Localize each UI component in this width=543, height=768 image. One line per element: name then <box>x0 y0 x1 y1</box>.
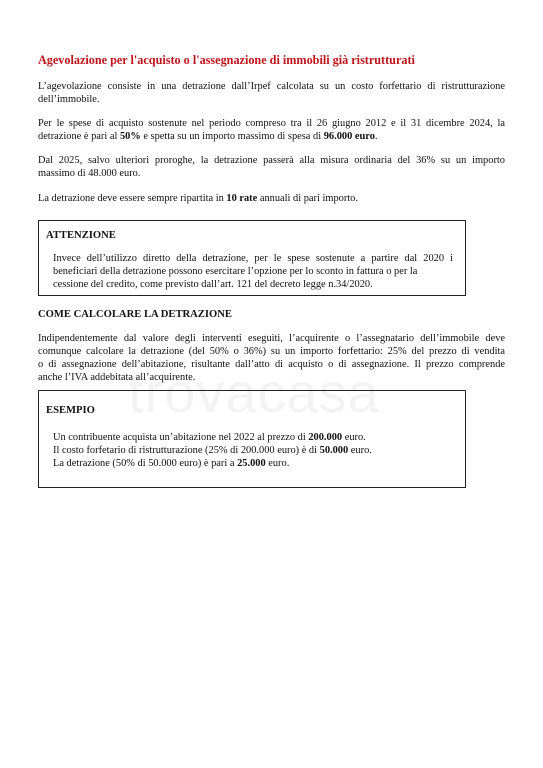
future-line-1: Dal 2025, salvo ulteriori proroghe, la detrazione passerà alla misura ordinaria del 36% su un importo <box>38 155 505 166</box>
esempio-line-2-text: Il costo forfetario di ristrutturazione (25% di 200.000 euro) è di <box>53 445 320 456</box>
attenzione-title: ATTENZIONE <box>46 230 116 241</box>
esempio-line-1-unit: euro. <box>342 432 366 443</box>
calcolo-line-1: Indipendentemente dal valore degli interventi eseguiti, l’acquirente o l’assegnatario dell’immobile deve <box>38 333 505 344</box>
attenzione-box <box>38 220 466 296</box>
calcolo-line-4: anche l’IVA addebitata all’acquirente. <box>38 372 196 383</box>
esempio-line-2-unit: euro. <box>348 445 372 456</box>
intro-paragraph <box>38 80 505 106</box>
page-title: Agevolazione per l'acquisto o l'assegnazione di immobili già ristrutturati <box>38 53 415 67</box>
esempio-line-2 <box>53 444 453 457</box>
esempio-title: ESEMPIO <box>46 405 95 416</box>
rate-line <box>38 192 505 205</box>
calcolo-paragraph <box>38 332 505 384</box>
period-text-c: e spetta su un importo massimo di spesa di <box>140 131 324 142</box>
future-line-2: massimo di 48.000 euro. <box>38 168 141 179</box>
calcolo-line-3: o di assegnazione dell’abitazione, risultante dall’atto di acquisto o di assegnazione. Il prezzo comprende <box>38 359 505 370</box>
period-percent: 50% <box>119 131 141 142</box>
period-max-amount: 96.000 euro <box>323 131 375 142</box>
rate-text-c: annuali di pari importo. <box>257 193 358 204</box>
esempio-text <box>53 431 453 470</box>
intro-line-2: dell’immobile. <box>38 94 100 105</box>
attenzione-line-1: Invece dell’utilizzo diretto della detrazione, per le spese sostenute a partire dal 2020 i <box>53 253 453 264</box>
esempio-price: 200.000 <box>308 432 343 443</box>
esempio-box <box>38 390 466 488</box>
rate-paragraph <box>38 192 505 205</box>
attenzione-line-2: beneficiari della detrazione possono esercitare l’opzione per lo sconto in fattura o per la <box>53 266 418 277</box>
esempio-forfait: 50.000 <box>319 445 349 456</box>
section-heading: COME CALCOLARE LA DETRAZIONE <box>38 309 232 320</box>
esempio-line-3 <box>53 457 453 470</box>
rate-text-a: La detrazione deve essere sempre ripartita in <box>38 193 227 204</box>
esempio-line-3-unit: euro. <box>265 458 290 469</box>
future-paragraph <box>38 154 505 180</box>
intro-line-1: L’agevolazione consiste in una detrazione dall’Irpef calcolata su un costo forfettario di ristrutturazione <box>38 81 505 92</box>
period-line-1: Per le spese di acquisto sostenute nel periodo compreso tra il 26 giugno 2012 e il 31 dicembre 2024, la <box>38 118 505 129</box>
period-paragraph <box>38 117 505 143</box>
calcolo-line-2: comunque calcolare la detrazione (del 50% o 36%) su un importo forfettario: 25% del prezzo di vendita <box>38 346 505 357</box>
esempio-line-1-text: Un contribuente acquista un’abitazione nel 2022 al prezzo di <box>53 432 309 443</box>
period-line-2 <box>38 130 505 143</box>
rate-count: 10 rate <box>226 193 258 204</box>
period-text-e: . <box>374 131 378 142</box>
attenzione-line-3: cessione del credito, come previsto dall’art. 121 del decreto legge n.34/2020. <box>53 279 373 290</box>
esempio-line-3-text: La detrazione (50% di 50.000 euro) è pari a <box>53 458 238 469</box>
esempio-line-1 <box>53 431 453 444</box>
attenzione-text <box>53 252 453 291</box>
period-text-a: detrazione è pari al <box>38 131 120 142</box>
esempio-detrazione: 25.000 <box>237 458 266 469</box>
